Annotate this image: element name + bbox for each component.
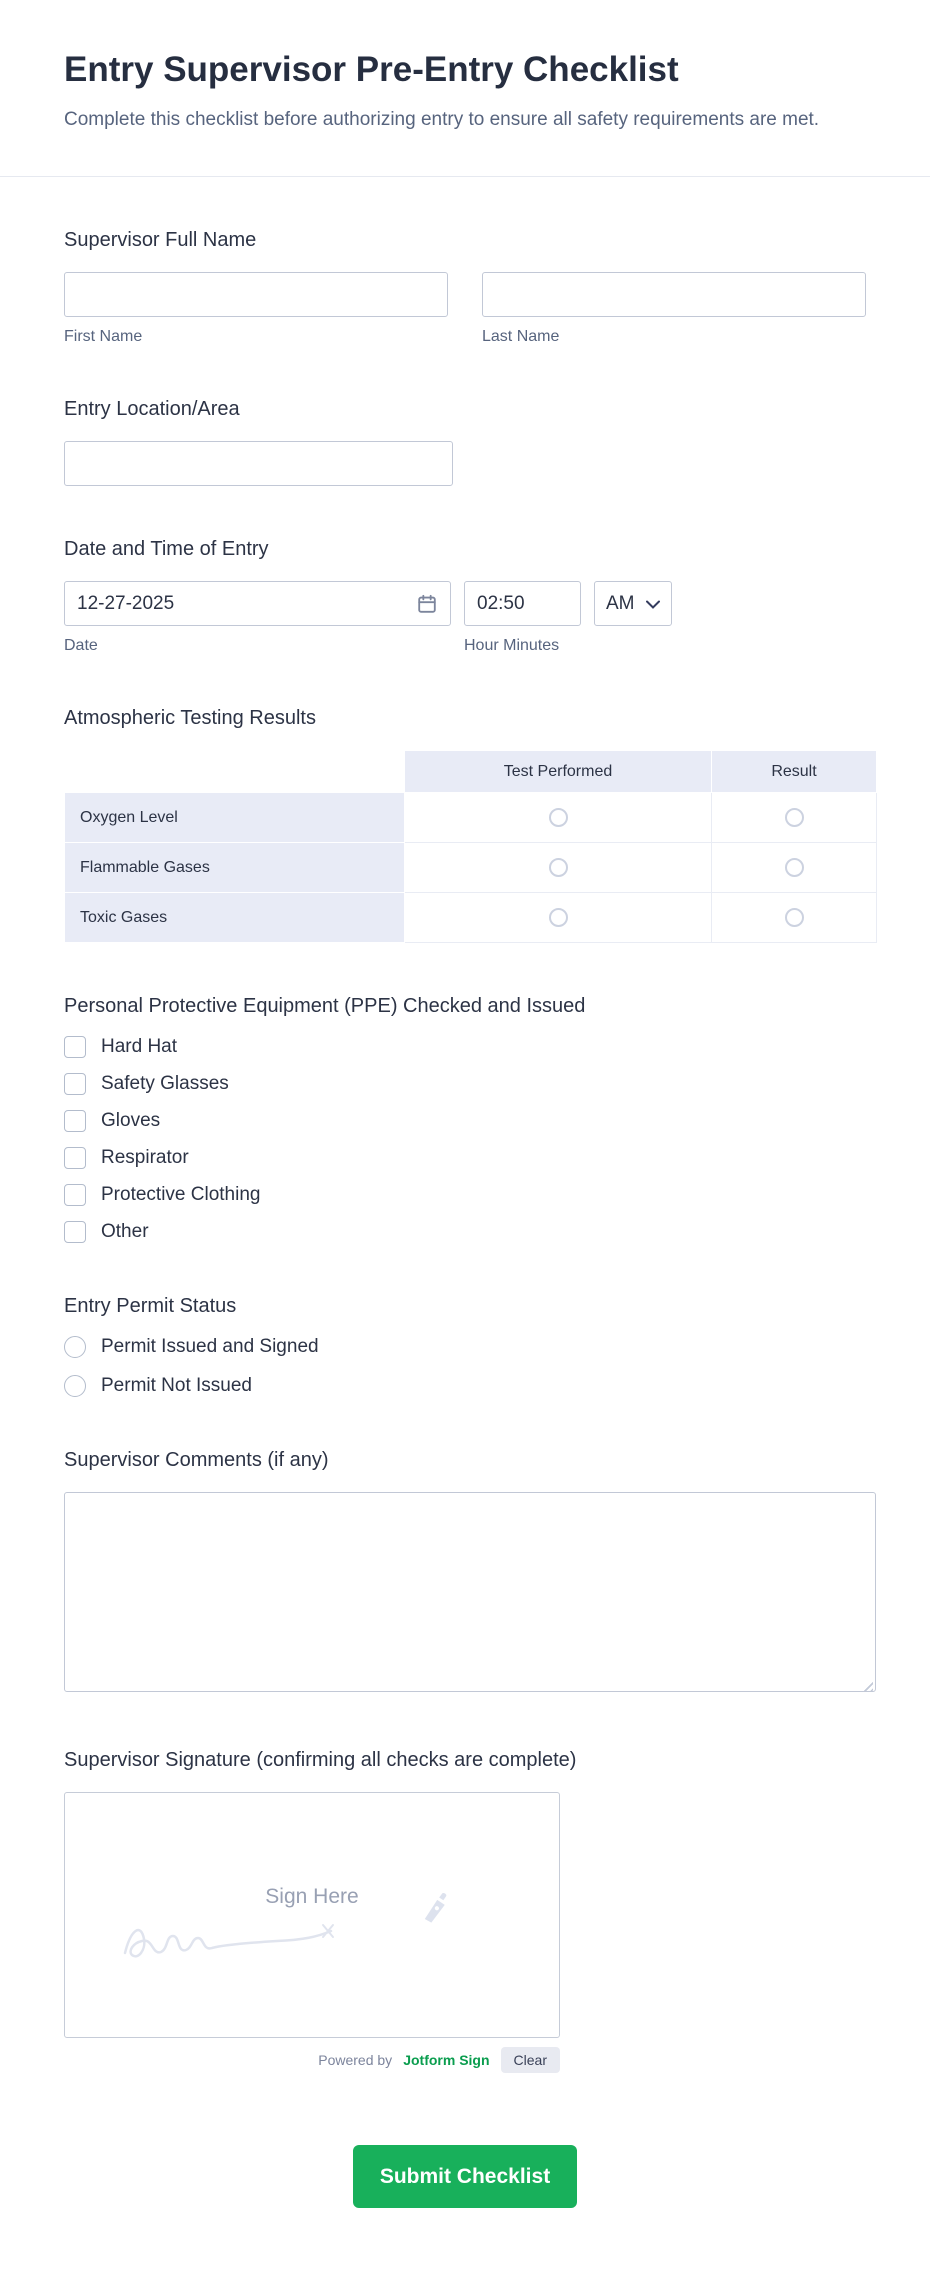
powered-by-text: Powered by bbox=[318, 2052, 393, 2068]
question-permit-status bbox=[64, 1295, 866, 1397]
radio-label: Permit Not Issued bbox=[101, 1375, 252, 1396]
matrix-radio-oxygen-result[interactable] bbox=[785, 808, 804, 827]
question-supervisor-name bbox=[64, 229, 866, 346]
checkbox-option-safety-glasses[interactable] bbox=[64, 1073, 866, 1095]
checkbox-icon[interactable] bbox=[64, 1036, 86, 1058]
first-name-input[interactable] bbox=[64, 272, 448, 317]
checkbox-icon[interactable] bbox=[64, 1184, 86, 1206]
checkbox-label: Safety Glasses bbox=[101, 1073, 229, 1094]
checkbox-icon[interactable] bbox=[64, 1110, 86, 1132]
question-label: Supervisor Comments (if any) bbox=[64, 1449, 329, 1471]
date-sublabel: Date bbox=[64, 637, 98, 654]
matrix-cell bbox=[405, 793, 712, 843]
date-input[interactable] bbox=[77, 593, 416, 615]
question-label: Atmospheric Testing Results bbox=[64, 707, 316, 729]
comments-textarea[interactable] bbox=[64, 1492, 876, 1692]
time-input[interactable] bbox=[464, 581, 581, 626]
checkbox-option-respirator[interactable] bbox=[64, 1147, 866, 1169]
time-sublabel: Hour Minutes bbox=[464, 637, 560, 654]
matrix-corner-cell bbox=[65, 751, 405, 793]
checkbox-label: Gloves bbox=[101, 1110, 161, 1131]
matrix-row-label: Flammable Gases bbox=[65, 843, 405, 893]
matrix-radio-oxygen-test[interactable] bbox=[549, 808, 568, 827]
question-entry-location bbox=[64, 398, 866, 486]
checkbox-option-protective-clothing[interactable] bbox=[64, 1184, 866, 1206]
table-row bbox=[65, 793, 877, 843]
checkbox-option-hard-hat[interactable] bbox=[64, 1036, 866, 1058]
page-title: Entry Supervisor Pre-Entry Checklist bbox=[64, 50, 679, 89]
radio-icon[interactable] bbox=[64, 1336, 86, 1358]
checkbox-label: Respirator bbox=[101, 1147, 189, 1168]
question-label: Supervisor Full Name bbox=[64, 229, 257, 251]
matrix-radio-toxic-result[interactable] bbox=[785, 908, 804, 927]
entry-location-input[interactable] bbox=[64, 441, 453, 486]
question-label: Entry Location/Area bbox=[64, 398, 240, 420]
calendar-icon[interactable] bbox=[416, 593, 438, 615]
matrix-cell bbox=[712, 793, 877, 843]
atmospheric-matrix-table bbox=[64, 750, 877, 943]
radio-label: Permit Issued and Signed bbox=[101, 1336, 319, 1357]
meridiem-select[interactable] bbox=[594, 581, 672, 626]
checkbox-label: Other bbox=[101, 1221, 149, 1242]
question-comments bbox=[64, 1449, 866, 1697]
question-label: Date and Time of Entry bbox=[64, 538, 269, 560]
last-name-sublabel: Last Name bbox=[482, 328, 560, 345]
question-signature bbox=[64, 1749, 866, 2073]
form-header bbox=[0, 0, 930, 177]
question-label: Supervisor Signature (confirming all checks are complete) bbox=[64, 1749, 577, 1771]
jotform-sign-brand-link[interactable]: Jotform Sign bbox=[403, 2052, 490, 2068]
clear-signature-button[interactable]: Clear bbox=[501, 2047, 560, 2073]
checkbox-label: Hard Hat bbox=[101, 1036, 178, 1057]
checkbox-option-other[interactable] bbox=[64, 1221, 866, 1243]
matrix-radio-toxic-test[interactable] bbox=[549, 908, 568, 927]
checkbox-icon[interactable] bbox=[64, 1221, 86, 1243]
matrix-cell bbox=[712, 843, 877, 893]
signature-pad[interactable] bbox=[64, 1792, 560, 2038]
submit-button[interactable]: Submit Checklist bbox=[353, 2145, 577, 2208]
matrix-row-label: Toxic Gases bbox=[65, 893, 405, 943]
first-name-sublabel: First Name bbox=[64, 328, 143, 345]
matrix-cell bbox=[405, 843, 712, 893]
submit-area bbox=[0, 2145, 930, 2254]
radio-icon[interactable] bbox=[64, 1375, 86, 1397]
matrix-column-header: Result bbox=[712, 751, 877, 793]
signature-squiggle bbox=[117, 1903, 347, 1973]
question-atmospheric-testing bbox=[64, 707, 866, 943]
checkbox-icon[interactable] bbox=[64, 1073, 86, 1095]
checkbox-label: Protective Clothing bbox=[101, 1184, 261, 1205]
matrix-radio-flammable-test[interactable] bbox=[549, 858, 568, 877]
checkbox-option-gloves[interactable] bbox=[64, 1110, 866, 1132]
date-input-wrap bbox=[64, 581, 451, 626]
radio-option-permit-not-issued[interactable] bbox=[64, 1375, 866, 1397]
checkbox-icon[interactable] bbox=[64, 1147, 86, 1169]
question-date-time bbox=[64, 538, 866, 655]
pen-icon bbox=[417, 1889, 458, 1930]
radio-option-permit-issued[interactable] bbox=[64, 1336, 866, 1358]
question-ppe bbox=[64, 995, 866, 1243]
meridiem-value: AM bbox=[606, 592, 635, 614]
matrix-cell bbox=[405, 893, 712, 943]
last-name-input[interactable] bbox=[482, 272, 866, 317]
matrix-cell bbox=[712, 893, 877, 943]
table-row bbox=[65, 843, 877, 893]
page-subtitle: Complete this checklist before authorizing entry to ensure all safety requirements are met. bbox=[64, 109, 820, 130]
question-label: Entry Permit Status bbox=[64, 1295, 237, 1317]
matrix-row-label: Oxygen Level bbox=[65, 793, 405, 843]
question-label: Personal Protective Equipment (PPE) Checked and Issued bbox=[64, 995, 586, 1017]
sign-here-placeholder: Sign Here bbox=[265, 1885, 359, 1908]
chevron-down-icon bbox=[646, 593, 660, 615]
matrix-radio-flammable-result[interactable] bbox=[785, 858, 804, 877]
matrix-column-header: Test Performed bbox=[405, 751, 712, 793]
table-row bbox=[65, 893, 877, 943]
